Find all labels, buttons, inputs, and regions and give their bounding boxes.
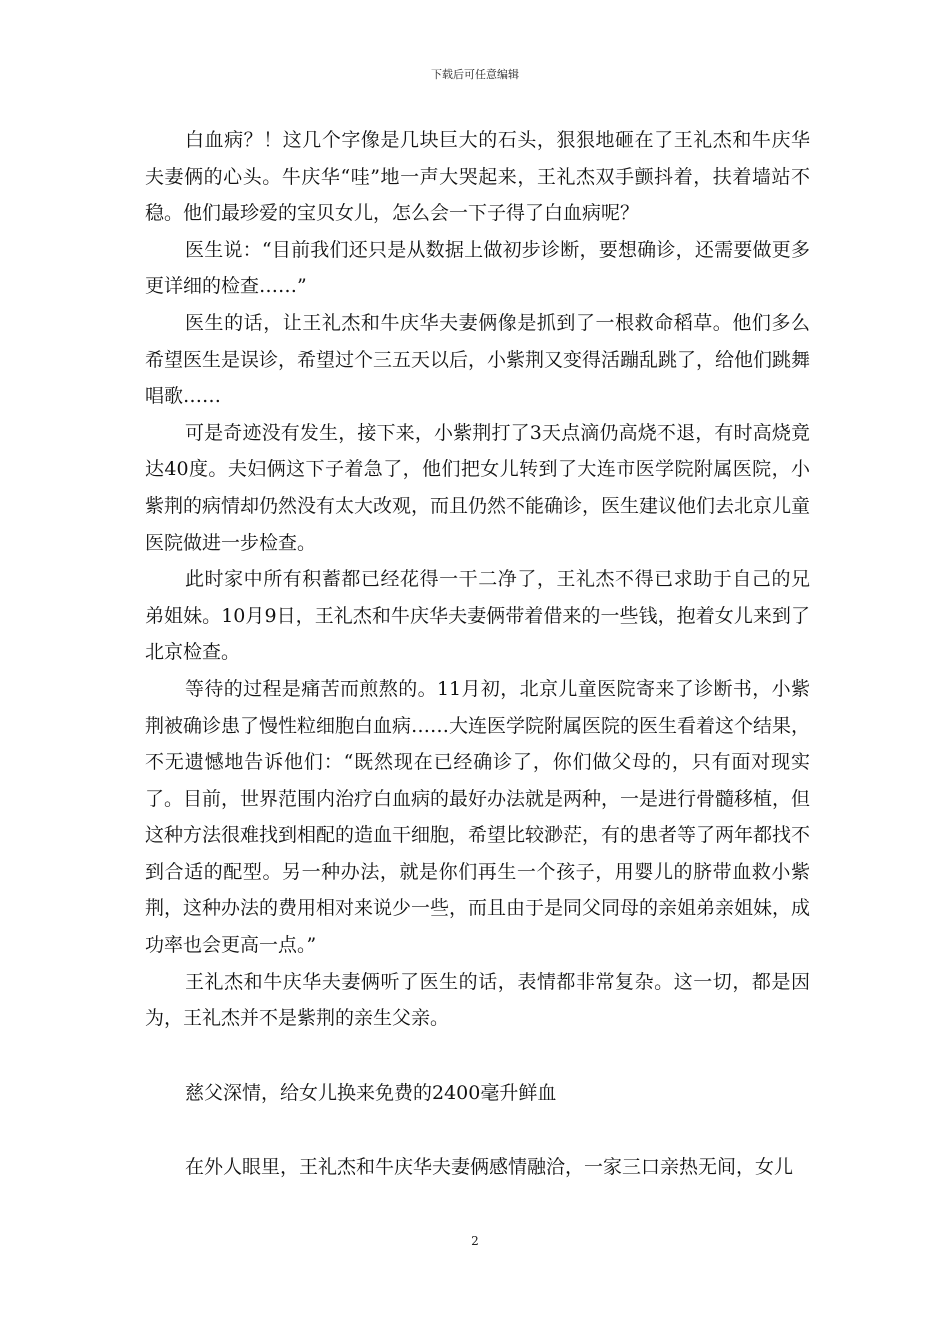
spacer <box>145 1111 810 1149</box>
paragraph-4: 可是奇迹没有发生，接下来，小紫荆打了3天点滴仍高烧不退，有时高烧竟达40度。夫妇俩这下子着急了，他们把女儿转到了大连市医学院附属医院，小紫荆的病情却仍然没有太大改观，而且仍然不能确诊，医生建议他们去北京儿童医院做进一步检查。 <box>145 421 811 554</box>
paragraph-1: 白血病？！这几个字像是几块巨大的石头，狠狠地砸在了王礼杰和牛庆华夫妻俩的心头。牛庆华“哇”地一声大哭起来，王礼杰双手颤抖着，扶着墙站不稳。他们最珍爱的宝贝女儿，怎么会一下子得了白血病呢？ <box>145 129 810 225</box>
paragraph-8: 在外人眼里，王礼杰和牛庆华夫妻俩感情融洽，一家三口亲热无间，女儿 <box>185 1156 794 1179</box>
page-header: 下载后可任意编辑 <box>431 68 519 81</box>
page-number: 2 <box>471 1234 479 1248</box>
paragraph-2: 医生说：“目前我们还只是从数据上做初步诊断，要想确诊，还需要做更多更详细的检查……” <box>145 238 810 298</box>
paragraph-7: 王礼杰和牛庆华夫妻俩听了医生的话，表情都非常复杂。这一切，都是因为，王礼杰并不是紫荆的亲生父亲。 <box>145 970 810 1030</box>
section-heading: 慈父深情，给女儿换来免费的2400毫升鲜血 <box>185 1081 557 1104</box>
paragraph-5: 此时家中所有积蓄都已经花得一干二净了，王礼杰不得已求助于自己的兄弟姐妹。10月9日，王礼杰和牛庆华夫妻俩带着借来的一些钱，抱着女儿来到了北京检查。 <box>145 568 810 664</box>
paragraph-6: 等待的过程是痛苦而煎熬的。11月初，北京儿童医院寄来了诊断书，小紫荆被确诊患了慢性粒细胞白血病……大连医学院附属医院的医生看着这个结果，不无遗憾地告诉他们：“既然现在已经确诊了，你们做父母的，只有面对现实了。目前，世界范围内治疗白血病的最好办法就是两种，一是进行骨髓移植，但这种方法很难找到相配的造血干细胞，希望比较渺茫，有的患者等了两年都找不到合适的配型。另一种办法，就是你们再生一个孩子，用婴儿的脐带血救小紫荆，这种办法的费用相对来说少一些，而且由于是同父同母的亲姐弟亲姐妹，成功率也会更高一点。” <box>145 677 811 957</box>
document-body <box>145 122 810 1186</box>
spacer <box>145 1037 810 1075</box>
paragraph-3: 医生的话，让王礼杰和牛庆华夫妻俩像是抓到了一根救命稻草。他们多么希望医生是误诊，希望过个三五天以后，小紫荆又变得活蹦乱跳了，给他们跳舞唱歌…… <box>145 311 811 408</box>
